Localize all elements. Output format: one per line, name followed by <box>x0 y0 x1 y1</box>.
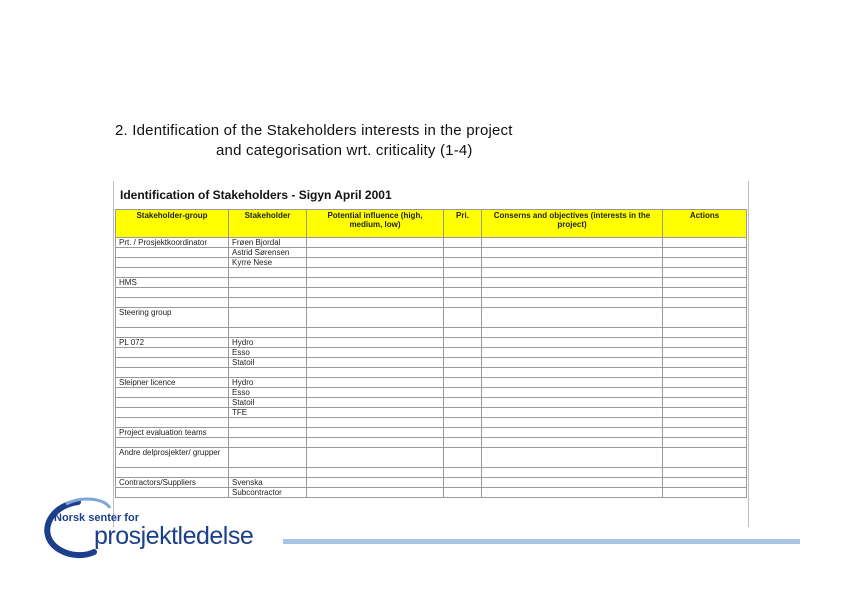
table-row <box>116 368 747 378</box>
table-row <box>116 418 747 428</box>
table-row <box>116 398 747 408</box>
sheet-title: Identification of Stakeholders - Sigyn April 2001 <box>120 188 392 202</box>
empty-cell <box>444 268 482 278</box>
empty-cell <box>444 358 482 368</box>
stakeholder-cell: Statoil <box>229 398 307 408</box>
empty-cell <box>307 278 444 288</box>
stakeholder-cell <box>229 308 307 328</box>
empty-cell <box>663 438 747 448</box>
empty-cell <box>444 448 482 468</box>
stakeholder-cell: Svenska <box>229 478 307 488</box>
empty-cell <box>444 398 482 408</box>
empty-cell <box>444 488 482 498</box>
empty-cell <box>663 478 747 488</box>
empty-cell <box>663 308 747 328</box>
table-row <box>116 428 747 438</box>
logo-text-line-2: prosjektledelse <box>94 522 254 550</box>
empty-cell <box>663 298 747 308</box>
empty-cell <box>444 338 482 348</box>
stakeholder-group-cell: Project evaluation teams <box>116 428 229 438</box>
stakeholder-group-cell <box>116 418 229 428</box>
stakeholder-cell <box>229 328 307 338</box>
table-header-row <box>116 210 747 238</box>
stakeholder-group-cell <box>116 268 229 278</box>
empty-cell <box>307 258 444 268</box>
stakeholder-cell: Kyrre Nese <box>229 258 307 268</box>
stakeholder-cell <box>229 438 307 448</box>
table-row <box>116 258 747 268</box>
column-header: Stakeholder <box>229 210 307 238</box>
empty-cell <box>663 328 747 338</box>
stakeholder-cell <box>229 428 307 438</box>
empty-cell <box>444 468 482 478</box>
heading-line-2: and categorisation wrt. criticality (1-4) <box>216 142 473 159</box>
empty-cell <box>307 378 444 388</box>
empty-cell <box>663 488 747 498</box>
empty-cell <box>663 348 747 358</box>
table-row <box>116 448 747 468</box>
stakeholder-cell <box>229 468 307 478</box>
empty-cell <box>663 388 747 398</box>
empty-cell <box>307 338 444 348</box>
empty-cell <box>307 348 444 358</box>
empty-cell <box>482 338 663 348</box>
stakeholder-group-cell <box>116 388 229 398</box>
stakeholder-group-cell: HMS <box>116 278 229 288</box>
table-row <box>116 468 747 478</box>
stakeholder-group-cell: Contractors/Suppliers <box>116 478 229 488</box>
slide-heading <box>115 121 513 161</box>
empty-cell <box>663 468 747 478</box>
stakeholder-cell: Frøen Bjordal <box>229 238 307 248</box>
stakeholder-cell: Esso <box>229 348 307 358</box>
empty-cell <box>663 278 747 288</box>
table-row <box>116 338 747 348</box>
empty-cell <box>663 448 747 468</box>
empty-cell <box>307 478 444 488</box>
empty-cell <box>307 468 444 478</box>
empty-cell <box>663 268 747 278</box>
table-row <box>116 478 747 488</box>
stakeholder-group-cell <box>116 398 229 408</box>
table-row <box>116 308 747 328</box>
table-row <box>116 348 747 358</box>
empty-cell <box>307 328 444 338</box>
stakeholder-cell: Hydro <box>229 338 307 348</box>
table-row <box>116 378 747 388</box>
stakeholder-group-cell <box>116 348 229 358</box>
stakeholder-table <box>115 209 747 498</box>
empty-cell <box>307 368 444 378</box>
empty-cell <box>444 258 482 268</box>
empty-cell <box>444 378 482 388</box>
empty-cell <box>482 288 663 298</box>
empty-cell <box>482 328 663 338</box>
table-row <box>116 288 747 298</box>
table-row <box>116 408 747 418</box>
stakeholder-group-cell <box>116 258 229 268</box>
empty-cell <box>307 248 444 258</box>
company-logo <box>38 494 278 564</box>
stakeholder-cell: Esso <box>229 388 307 398</box>
stakeholder-group-cell <box>116 368 229 378</box>
column-header: Stakeholder-group <box>116 210 229 238</box>
empty-cell <box>482 448 663 468</box>
stakeholder-cell: TFE <box>229 408 307 418</box>
stakeholder-cell <box>229 368 307 378</box>
empty-cell <box>307 418 444 428</box>
empty-cell <box>444 478 482 488</box>
empty-cell <box>444 248 482 258</box>
empty-cell <box>307 358 444 368</box>
stakeholder-cell <box>229 418 307 428</box>
column-header: Potential influence (high, medium, low) <box>307 210 444 238</box>
heading-line-1: 2. Identification of the Stakeholders interests in the project <box>115 122 513 139</box>
stakeholder-group-cell: Sleipner licence <box>116 378 229 388</box>
column-header: Conserns and objectives (interests in the project) <box>482 210 663 238</box>
empty-cell <box>444 348 482 358</box>
table-row <box>116 388 747 398</box>
table-row <box>116 298 747 308</box>
empty-cell <box>663 238 747 248</box>
table-row <box>116 328 747 338</box>
table-row <box>116 268 747 278</box>
stakeholder-group-cell <box>116 248 229 258</box>
stakeholder-group-cell <box>116 298 229 308</box>
stakeholder-group-cell <box>116 408 229 418</box>
empty-cell <box>444 438 482 448</box>
empty-cell <box>307 448 444 468</box>
empty-cell <box>482 278 663 288</box>
empty-cell <box>663 368 747 378</box>
stakeholder-group-cell: Andre delprosjekter/ grupper <box>116 448 229 468</box>
empty-cell <box>663 258 747 268</box>
stakeholder-group-cell <box>116 288 229 298</box>
stakeholder-cell <box>229 288 307 298</box>
empty-cell <box>307 398 444 408</box>
empty-cell <box>482 248 663 258</box>
empty-cell <box>444 278 482 288</box>
stakeholder-group-cell: Prt. / Prosjektkoordinator <box>116 238 229 248</box>
empty-cell <box>482 388 663 398</box>
empty-cell <box>663 418 747 428</box>
empty-cell <box>444 288 482 298</box>
stakeholder-group-cell: Steering group <box>116 308 229 328</box>
empty-cell <box>482 468 663 478</box>
empty-cell <box>307 308 444 328</box>
empty-cell <box>663 428 747 438</box>
empty-cell <box>482 308 663 328</box>
column-header: Pri. <box>444 210 482 238</box>
empty-cell <box>482 238 663 248</box>
empty-cell <box>444 418 482 428</box>
table-row <box>116 248 747 258</box>
empty-cell <box>482 488 663 498</box>
empty-cell <box>482 418 663 428</box>
table-row <box>116 438 747 448</box>
table-row <box>116 358 747 368</box>
empty-cell <box>307 288 444 298</box>
logo-text-line-1: Norsk senter for <box>54 512 139 524</box>
stakeholder-group-cell <box>116 438 229 448</box>
empty-cell <box>444 308 482 328</box>
stakeholder-group-cell <box>116 328 229 338</box>
footer-divider <box>283 539 800 544</box>
stakeholder-cell <box>229 298 307 308</box>
empty-cell <box>482 368 663 378</box>
empty-cell <box>663 248 747 258</box>
column-header: Actions <box>663 210 747 238</box>
empty-cell <box>444 388 482 398</box>
empty-cell <box>482 438 663 448</box>
empty-cell <box>482 258 663 268</box>
empty-cell <box>482 478 663 488</box>
empty-cell <box>307 298 444 308</box>
empty-cell <box>444 428 482 438</box>
stakeholder-cell: Astrid Sørensen <box>229 248 307 258</box>
empty-cell <box>444 238 482 248</box>
stakeholder-cell <box>229 268 307 278</box>
stakeholder-cell: Subcontractor <box>229 488 307 498</box>
empty-cell <box>482 348 663 358</box>
table-row <box>116 278 747 288</box>
empty-cell <box>307 438 444 448</box>
empty-cell <box>307 408 444 418</box>
table-row <box>116 238 747 248</box>
empty-cell <box>307 428 444 438</box>
empty-cell <box>482 378 663 388</box>
empty-cell <box>482 428 663 438</box>
empty-cell <box>482 268 663 278</box>
empty-cell <box>663 408 747 418</box>
stakeholder-cell: Hydro <box>229 378 307 388</box>
empty-cell <box>663 378 747 388</box>
empty-cell <box>482 298 663 308</box>
empty-cell <box>663 288 747 298</box>
stakeholder-group-cell: PL 072 <box>116 338 229 348</box>
stakeholder-group-cell <box>116 358 229 368</box>
empty-cell <box>482 358 663 368</box>
empty-cell <box>482 398 663 408</box>
stakeholder-cell <box>229 278 307 288</box>
empty-cell <box>444 368 482 378</box>
empty-cell <box>307 388 444 398</box>
empty-cell <box>307 238 444 248</box>
empty-cell <box>444 298 482 308</box>
empty-cell <box>307 268 444 278</box>
stakeholder-cell: Statoil <box>229 358 307 368</box>
empty-cell <box>307 488 444 498</box>
empty-cell <box>663 358 747 368</box>
stakeholder-spreadsheet <box>113 181 749 527</box>
empty-cell <box>444 328 482 338</box>
empty-cell <box>444 408 482 418</box>
stakeholder-group-cell <box>116 468 229 478</box>
empty-cell <box>482 408 663 418</box>
stakeholder-cell <box>229 448 307 468</box>
empty-cell <box>663 338 747 348</box>
empty-cell <box>663 398 747 408</box>
